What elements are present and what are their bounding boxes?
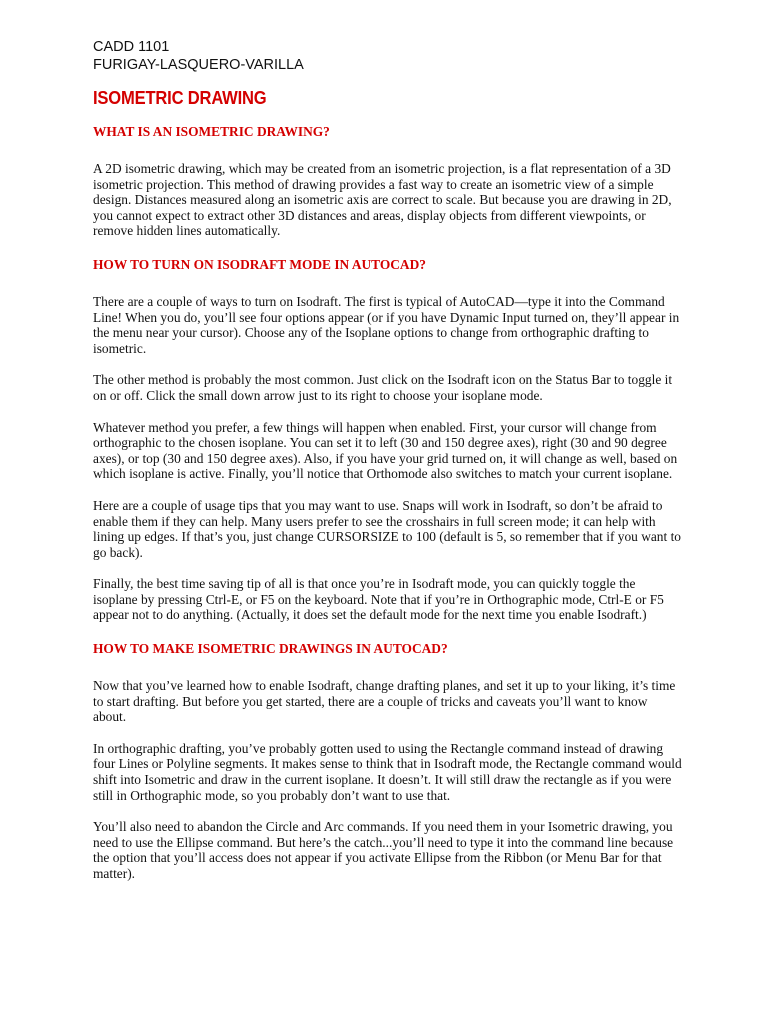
paragraph: Whatever method you prefer, a few things will happen when enabled. First, your cursor will change from orthographic to the chosen isoplane. You can set it to left (30 and 150 degree axes), right (30 and 90 degree axes), or top (30 and 150 degree axes). Also, if you have your grid turned on, it will change as well, based on which isoplane is active. Finally, you’ll notice that Orthomode also switches to match your current isoplane. — [93, 419, 678, 482]
paragraph: A 2D isometric drawing, which may be created from an isometric projection, is a flat representation of a 3D isometric projection. This method of drawing provides a fast way to create an isometric view of a simple design. Distances measured along an isometric axis are correct to scale. But because you are drawing in 2D, you cannot expect to extract other 3D distances and areas, display objects from different viewpoints, or remove hidden lines automatically. — [93, 161, 672, 239]
course-code: CADD 1101 — [93, 39, 170, 55]
document-title: ISOMETRIC DRAWING — [93, 88, 267, 108]
paragraph: Now that you’ve learned how to enable Isodraft, change drafting planes, and set it up to your liking, it’s time to start drafting. But before you get started, there are a couple of tricks and caveats you’ll want to know about. — [93, 678, 676, 725]
section-heading: HOW TO MAKE ISOMETRIC DRAWINGS IN AUTOCAD? — [93, 641, 448, 657]
paragraph: Here are a couple of usage tips that you may want to use. Snaps will work in Isodraft, so don’t be afraid to enable them if they can help. Many users prefer to see the crosshairs in full screen mode; it can help with lining up edges. If that’s you, just change CURSORSIZE to 100 (default is 5, so remember that if you want to go back). — [93, 497, 681, 560]
document-page — [93, 38, 683, 882]
paragraph: In orthographic drafting, you’ve probably gotten used to using the Rectangle command instead of drawing four Lines or Polyline segments. It makes sense to think that in Isodraft mode, the Rectangle command would shift into Isometric and draw in the current isoplane. It doesn’t. It will still draw the rectangle as if you were still in Orthographic mode, so you probably don’t want to use that. — [93, 740, 682, 803]
section-heading: WHAT IS AN ISOMETRIC DRAWING? — [93, 124, 330, 139]
section-turn-on-isodraft — [93, 257, 683, 623]
paragraph: You’ll also need to abandon the Circle and Arc commands. If you need them in your Isometric drawing, you need to use the Ellipse command. But here’s the catch...you’ll need to type it into the command line because the option that you’ll access does not appear if you activate Ellipse from the Ribbon (or Menu Bar for that matter). — [93, 819, 674, 881]
paragraph: There are a couple of ways to turn on Isodraft. The first is typical of AutoCAD—type it into the Command Line! When you do, you’ll see four options appear (or if you have Dynamic Input turned on, they’ll appear in the menu near your cursor). Choose any of the Isoplane options to change from orthographic drafting to isometric. — [93, 293, 680, 356]
paragraph: The other method is probably the most common. Just click on the Isodraft icon on the Status Bar to toggle it on or off. Click the small down arrow just to its right to choose your isoplane mode. — [93, 372, 673, 403]
authors-line: FURIGAY-LASQUERO-VARILLA — [93, 57, 304, 73]
section-heading: HOW TO TURN ON ISODRAFT MODE IN AUTOCAD? — [93, 256, 426, 272]
section-what-is-isometric — [93, 124, 683, 239]
section-make-isometric-drawings — [93, 641, 683, 882]
paragraph: Finally, the best time saving tip of all is that once you’re in Isodraft mode, you can quickly toggle the isoplane by pressing Ctrl-E, or F5 on the keyboard. Note that if you’re in Orthographic mode, Ctrl-E or F5 appear not to do anything. (Actually, it does set the default mode for the next time you enable Isodraft.) — [93, 576, 664, 623]
